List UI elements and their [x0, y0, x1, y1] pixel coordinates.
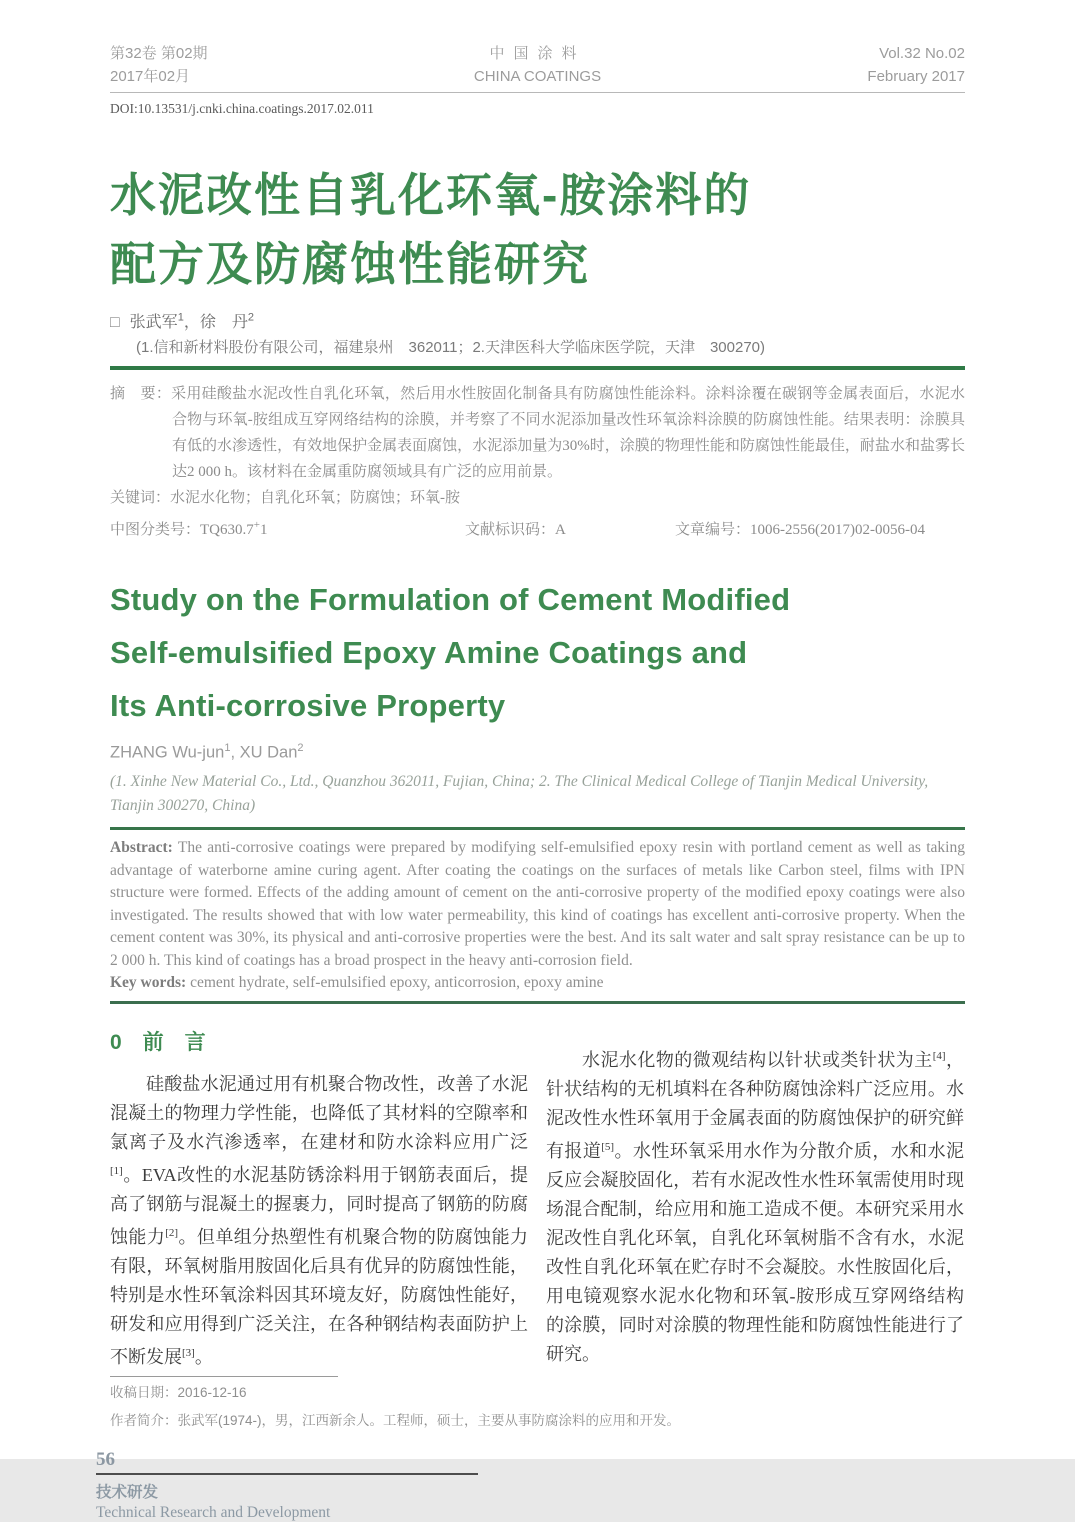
- keywords-en: [110, 972, 965, 995]
- page-number: 56: [96, 1448, 115, 1470]
- column-name-en: Technical Research and Development: [96, 1503, 331, 1521]
- author-cn-1-affil-mark: 1: [177, 311, 184, 324]
- clc-number-tail: 1: [259, 521, 268, 538]
- affiliation-cn: (1.信和新材料股份有限公司，福建泉州 362011；2.天津医科大学临床医学院，天津 300270): [136, 338, 766, 356]
- intro-paragraph-left: [110, 1070, 528, 1372]
- author-box-icon: □: [110, 313, 120, 331]
- intro-paragraph-right: [546, 1042, 964, 1369]
- author-cn-2: ，徐 丹: [183, 313, 248, 331]
- volume-issue-en: Vol.32 No.02: [879, 45, 965, 62]
- paper-title-en-line2: Self-emulsified Epoxy Amine Coatings and: [110, 634, 748, 670]
- issue-date-cn: 2017年02月: [110, 68, 191, 86]
- keywords-cn-text: 水泥水化物；自乳化环氧；防腐蚀；环氧-胺: [170, 489, 461, 506]
- document-code: 文献标识码：A: [465, 521, 566, 538]
- page-footer: [96, 1449, 965, 1522]
- intro-left-text-4: 。: [194, 1346, 213, 1367]
- abstract-cn-label: 摘 要：: [110, 385, 172, 402]
- journal-header-left: [110, 42, 208, 89]
- article-id: 文章编号：1006-2556(2017)02-0056-04: [675, 521, 925, 538]
- paper-title-cn-line1: 水泥改性自乳化环氧-胺涂料的: [110, 168, 752, 221]
- column-name-cn: 技术研发: [96, 1483, 159, 1501]
- paper-title-cn: [110, 161, 965, 299]
- intro-columns: [110, 1028, 965, 1372]
- intro-left-text-2: 。EVA改性的水泥基防锈涂料用于钢筋表面后，提高了钢筋与混凝土的握裹力，同时提高了钢筋的防腐蚀能力: [110, 1164, 528, 1247]
- green-divider-bottom: [110, 1001, 965, 1004]
- article-meta-row: [110, 518, 965, 539]
- citation-ref-4: [4]: [932, 1049, 946, 1062]
- intro-left-text-1: 硅酸盐水泥通过用有机聚合物改性，改善了水泥混凝土的物理力学性能，也降低了其材料的空隙率和氯离子及水汽渗透率，在建材和防水涂料应用广泛: [110, 1073, 528, 1152]
- author-en-1-affil-mark: 1: [224, 741, 231, 754]
- abstract-en: [110, 837, 965, 972]
- journal-header-right: [867, 42, 965, 89]
- clc-number-sup: +: [253, 518, 260, 531]
- author-en-1: ZHANG Wu-jun: [110, 743, 225, 761]
- clc-number: [110, 518, 465, 539]
- green-divider-middle: [110, 827, 965, 830]
- journal-name-en: CHINA COATINGS: [473, 68, 602, 86]
- header-divider: [110, 92, 965, 93]
- affiliation-en: (1. Xinhe New Material Co., Ltd., Quanzhou 362011, Fujian, China; 2. The Clinical Medical College of Tianjin Medical University, Tianjin 300270, China): [110, 773, 929, 814]
- paper-title-en: [110, 573, 965, 732]
- paper-title-cn-line2: 配方及防腐蚀性能研究: [110, 237, 590, 290]
- intro-left-text-3: 。但单组分热塑性有机聚合物的防腐蚀能力有限，环氧树脂用胺固化后具有优异的防腐蚀性能，特别是水性环氧涂料因其环境友好，防腐蚀性能好，研发和应用得到广泛关注，在各种钢结构表面防护上不断发展: [110, 1226, 529, 1367]
- paper-title-en-line1: Study on the Formulation of Cement Modified: [110, 581, 791, 617]
- footnote-divider: [110, 1376, 338, 1377]
- citation-ref-3: [3]: [182, 1346, 195, 1359]
- author-en-2-affil-mark: 2: [297, 741, 304, 754]
- abstract-en-label: Abstract:: [110, 839, 173, 856]
- author-bio: 作者简介：张武军(1974-)，男，江西新余人。工程师，硕士，主要从事防腐涂料的应用和开发。: [110, 1412, 681, 1428]
- paper-title-en-line3: Its Anti-corrosive Property: [110, 687, 506, 723]
- keywords-en-label: Key words:: [110, 974, 187, 991]
- journal-header-center: [474, 42, 601, 89]
- abstract-en-text: The anti-corrosive coatings were prepared by modifying self-emulsified epoxy resin with portland cement as well as taking advantage of waterborne amine curing agent. After coating the coatings on the surfaces of metals like Carbon steel, films with IPN structure were formed. Effects of the adding amount of cement on the anti-corrosive property of the modified epoxy coatings were also investigated. The results showed that with low water permeability, this kind of coatings has excellent anti-corrosive property. When the cement content was 30%, its physical and anti-corrosive properties were the best. And its salt water and salt spray resistance can be up to 2 000 h. This kind of coatings has a broad prospect in the heavy anti-corrosion field.: [110, 839, 965, 969]
- footer-divider: [96, 1473, 478, 1475]
- citation-ref-1: [1]: [110, 1164, 123, 1177]
- author-en-2: , XU Dan: [230, 743, 298, 761]
- keywords-cn: [110, 485, 965, 511]
- journal-name-cn: 中国涂料: [489, 45, 586, 62]
- author-cn-2-affil-mark: 2: [247, 311, 254, 324]
- citation-ref-2: [2]: [165, 1226, 179, 1239]
- intro-right-text-3: 。水性环氧采用水作为分散介质，水和水泥反应会凝胶固化，若有水泥改性水性环氧需使用时现场混合配制，给应用和施工造成不便。本研究采用水泥改性自乳化环氧，自乳化环氧树脂不含有水，水泥改性自乳化环氧在贮存时不会凝胶。水性胺固化后，用电镜观察水泥水化物和环氧-胺形成互穿网络结构的涂膜，同时对涂膜的物理性能和防腐蚀性能进行了研究。: [546, 1140, 965, 1364]
- intro-right-text-1: 水泥水化物的微观结构以针状或类针状为主: [582, 1049, 933, 1070]
- volume-issue-cn: 第32卷 第02期: [110, 45, 208, 62]
- author-cn-1: 张武军: [129, 313, 178, 331]
- received-date: 收稿日期：2016-12-16: [110, 1384, 247, 1400]
- doi-text: DOI:10.13531/j.cnki.china.coatings.2017.02.011: [110, 100, 374, 116]
- abstract-cn-text: 采用硅酸盐水泥改性自乳化环氧，然后用水性胺固化制备具有防腐蚀性能涂料。涂料涂覆在碳钢等金属表面后，水泥水合物与环氧-胺组成互穿网络结构的涂膜，并考察了不同水泥添加量改性环氧涂料涂膜的防腐蚀性能。结果表明：涂膜具有低的水渗透性，有效地保护金属表面腐蚀，水泥添加量为30%时，涂膜的物理性能和防腐蚀性能最佳，耐盐水和盐雾长达2 000 h。该材料在金属重防腐领域具有广泛的应用前景。: [171, 385, 965, 480]
- issue-date-en: February 2017: [867, 68, 965, 86]
- authors-cn: [110, 309, 965, 332]
- authors-en: [110, 742, 965, 763]
- abstract-cn: [110, 381, 965, 485]
- clc-number-text: 中图分类号：TQ630.7: [110, 521, 254, 538]
- footnote-block: [110, 1376, 965, 1433]
- intro-column-left: [110, 1028, 528, 1372]
- intro-column-right: [546, 1028, 964, 1372]
- keywords-cn-label: 关键词：: [110, 489, 171, 506]
- citation-ref-5: [5]: [601, 1140, 615, 1153]
- section-heading-0: 0 前 言: [110, 1030, 206, 1054]
- journal-header: [110, 42, 965, 89]
- green-divider-top: [110, 366, 965, 370]
- intro-right-text-2: ，针状结构的无机填料在各种防腐蚀涂料广泛应用。水泥改性水性环氧用于金属表面的防腐蚀保护的研究鲜有报道: [546, 1049, 965, 1161]
- keywords-en-text: cement hydrate, self-emulsified epoxy, anticorrosion, epoxy amine: [186, 974, 604, 991]
